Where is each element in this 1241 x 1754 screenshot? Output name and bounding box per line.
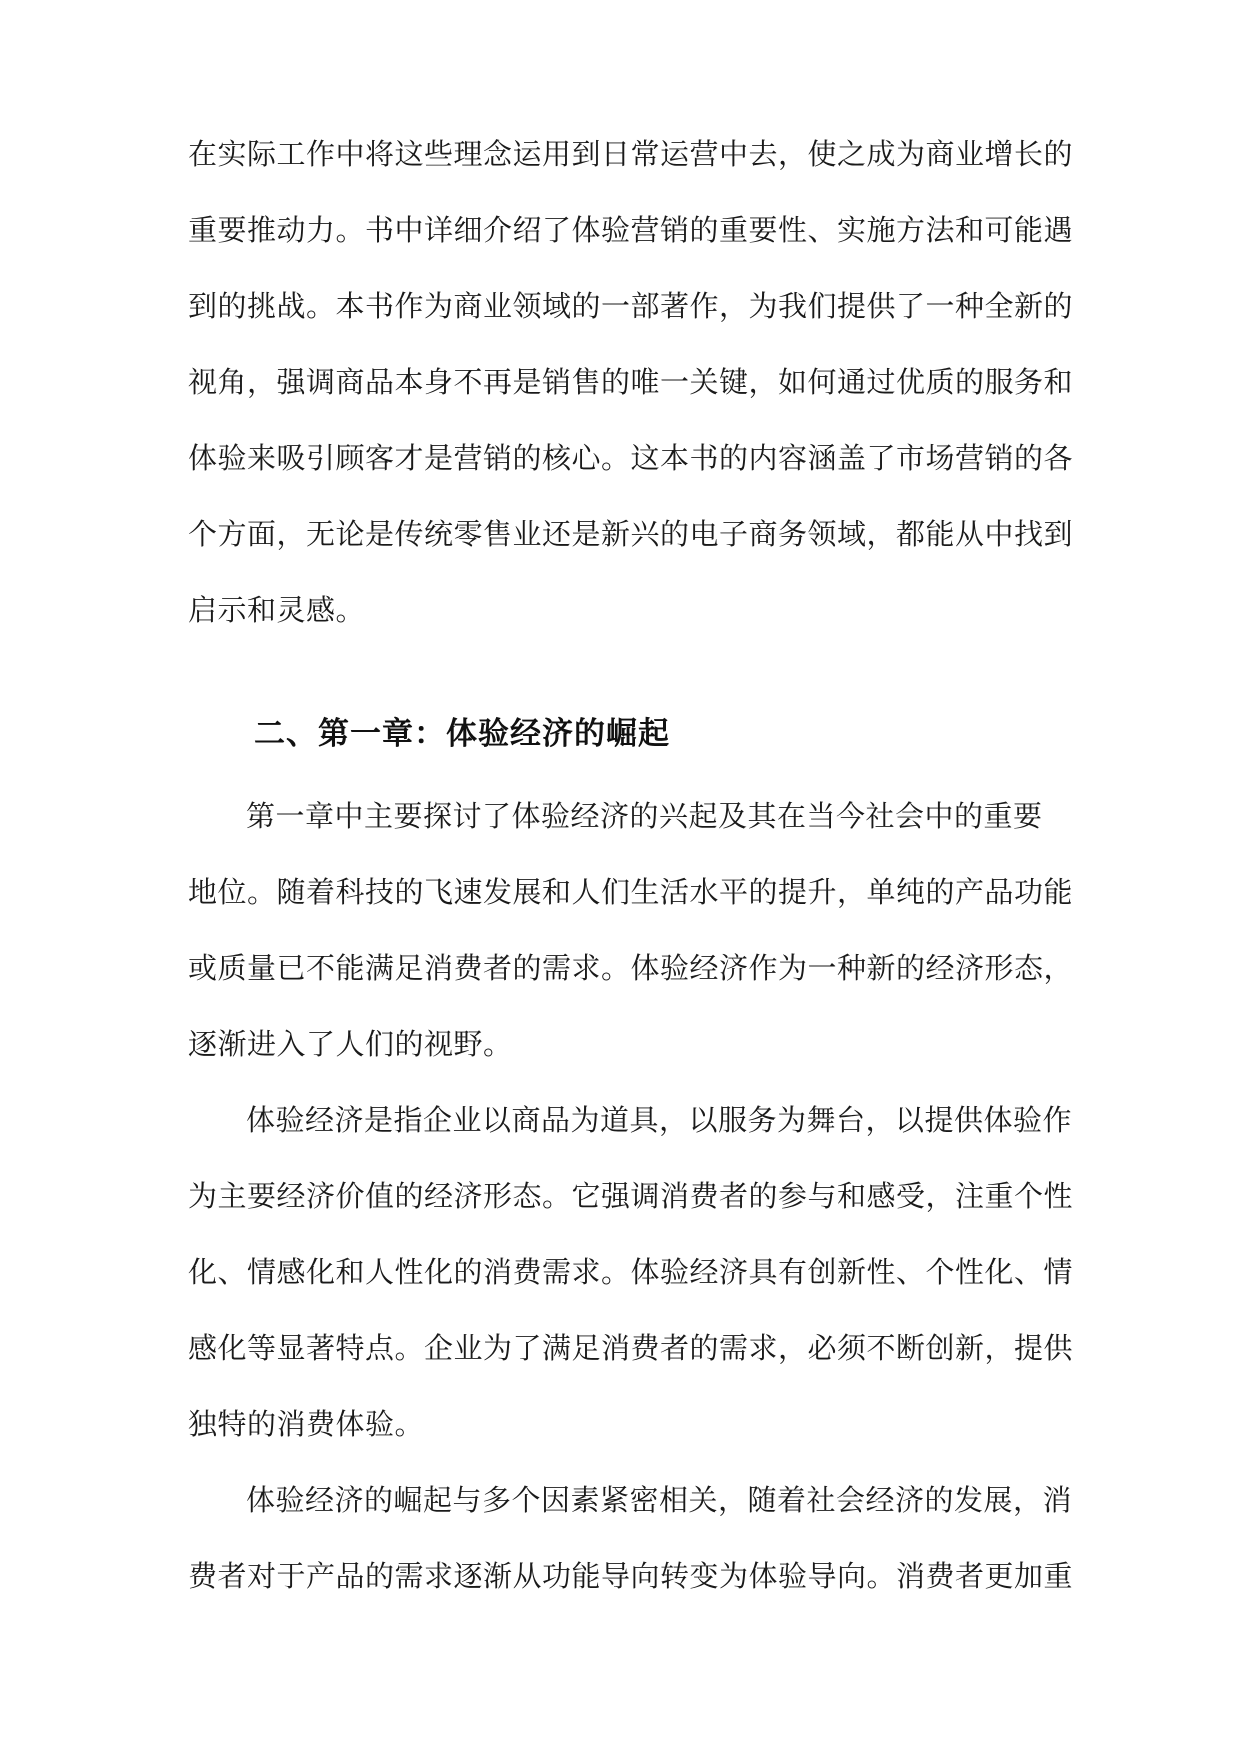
text-line: 体验经济是指企业以商品为道具，以服务为舞台，以提供体验作 bbox=[246, 1103, 1073, 1137]
text-line: 感化等显著特点。企业为了满足消费者的需求，必须不断创新，提供 bbox=[188, 1331, 1074, 1365]
section-heading: 二、第一章：体验经济的崛起 bbox=[254, 716, 670, 752]
text-line: 化、情感化和人性化的消费需求。体验经济具有创新性、个性化、情 bbox=[188, 1255, 1074, 1289]
text-line: 体验来吸引顾客才是营销的核心。这本书的内容涵盖了市场营销的各 bbox=[188, 441, 1074, 475]
text-line: 到的挑战。本书作为商业领域的一部著作，为我们提供了一种全新的 bbox=[188, 289, 1074, 323]
text-line: 体验经济的崛起与多个因素紧密相关，随着社会经济的发展，消 bbox=[246, 1483, 1073, 1517]
text-line: 在实际工作中将这些理念运用到日常运营中去，使之成为商业增长的 bbox=[188, 137, 1074, 171]
text-line: 或质量已不能满足消费者的需求。体验经济作为一种新的经济形态， bbox=[188, 951, 1074, 985]
text-line: 地位。随着科技的飞速发展和人们生活水平的提升，单纯的产品功能 bbox=[188, 875, 1074, 909]
text-line: 逐渐进入了人们的视野。 bbox=[188, 1027, 513, 1061]
text-line: 第一章中主要探讨了体验经济的兴起及其在当今社会中的重要 bbox=[246, 799, 1043, 833]
text-line: 费者对于产品的需求逐渐从功能导向转变为体验导向。消费者更加重 bbox=[188, 1559, 1074, 1593]
text-line: 视角，强调商品本身不再是销售的唯一关键，如何通过优质的服务和 bbox=[188, 365, 1074, 399]
text-line: 重要推动力。书中详细介绍了体验营销的重要性、实施方法和可能遇 bbox=[188, 213, 1074, 247]
text-line: 独特的消费体验。 bbox=[188, 1407, 425, 1441]
text-line: 为主要经济价值的经济形态。它强调消费者的参与和感受，注重个性 bbox=[188, 1179, 1074, 1213]
text-line: 启示和灵感。 bbox=[188, 593, 366, 627]
text-line: 个方面，无论是传统零售业还是新兴的电子商务领域，都能从中找到 bbox=[188, 517, 1074, 551]
